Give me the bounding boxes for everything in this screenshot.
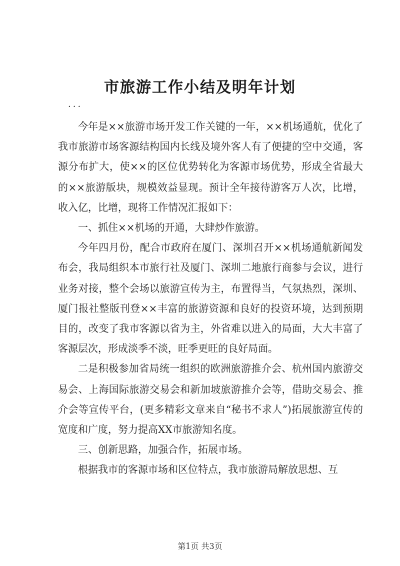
- section-heading-3: 三、创新思路，加强合作，拓展市场。: [78, 445, 248, 457]
- paragraph-airport-launch: 今年四月份，配合市政府在厦门、深圳召开××机场通航新闻发布会，我局组织本市旅行社及厦门、深圳二地旅行商参与会议，进行业务对接，整个会场以旅游宣传为主，布置得当，气氛热烈，深圳、厦门报社整版刊登××丰富的旅游资源和良好的投资环境，达到预期目的，改变了我市客源以省为主，外省难以进入的局面，大大丰富了客源层次，形成淡季不淡，旺季更旺的良好局面。: [58, 243, 363, 356]
- ellipsis-mark: ...: [68, 100, 83, 110]
- section-heading-1: 一、抓住××机场的开通，大肆炒作旅游。: [78, 223, 265, 235]
- paragraph-trade-fairs: 二是积极参加省局统一组织的欧洲旅游推介会、杭州国内旅游交易会、上海国际旅游交易会和新加坡旅游推介会等，借助交易会、推介会等宣传平台，(更多精彩文章来自“秘书不求人”)拓展旅游宣传的宽度和广度，努力提高XX市旅游知名度。: [58, 364, 363, 437]
- paragraph-market-strategy: 根据我市的客源市场和区位特点，我市旅游局解放思想、互: [78, 465, 338, 477]
- document-body: [58, 118, 363, 482]
- page-footer: 第1页 共3页: [177, 542, 223, 551]
- paragraph-intro: 今年是××旅游市场开发工作关键的一年，××机场通航，优化了我市旅游市场客源结构国内长线及境外客人有了便捷的空中交通，客源分布扩大，使××的区位优势转化为客源市场优势，形成全省最大的××旅游版块，规模效益显现。预计全年接待游客万人次，比增，收入亿，比增，现将工作情况汇报如下：: [58, 122, 363, 214]
- document-title: 市旅游工作小结及明年计划: [103, 78, 296, 96]
